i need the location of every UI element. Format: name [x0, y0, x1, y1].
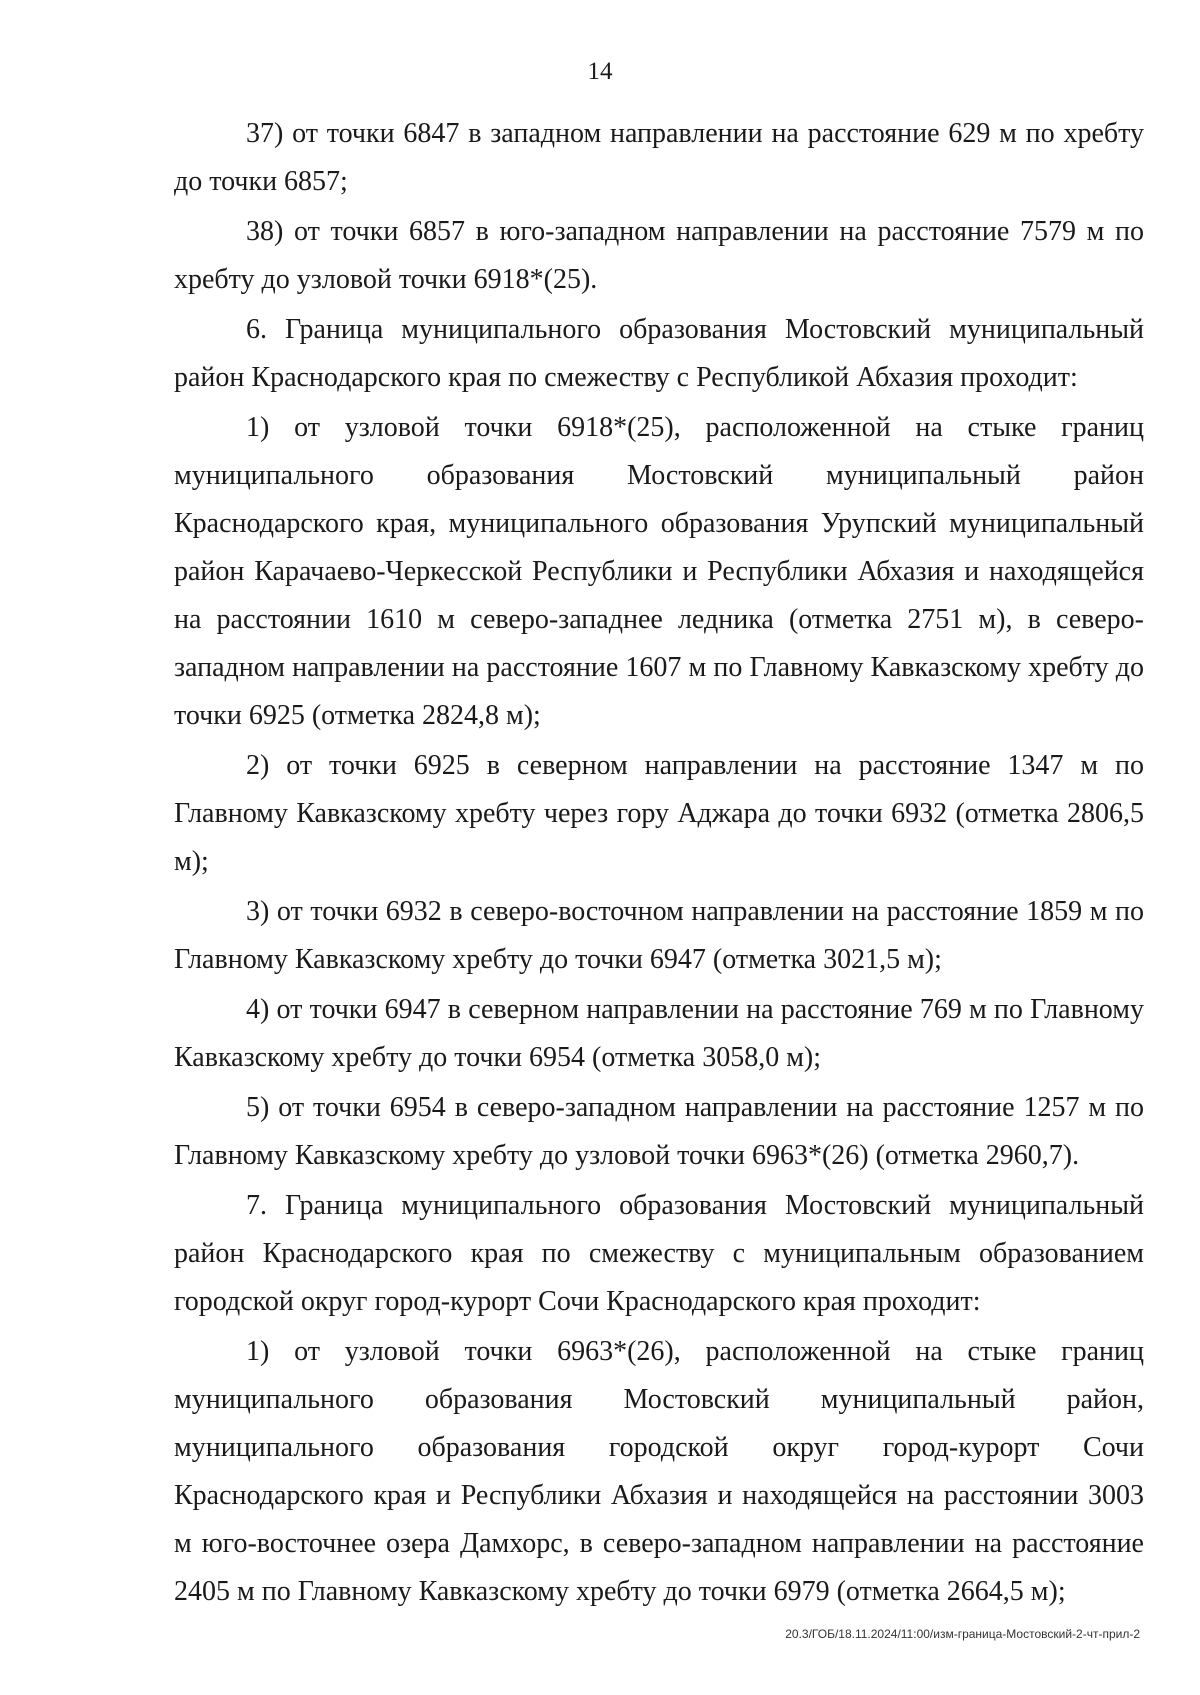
section-6-item-2: 2) от точки 6925 в северном направлении на расстояние 1347 м по Главному Кавказскому хребту через гору Аджара до точки 6932 (отметка 2806,5 м);	[174, 750, 1144, 877]
section-7-item-1: 1) от узловой точки 6963*(26), расположенной на стыке границ муниципального образования Мостовский муниципальный район, муниципального образования городской округ город-курорт Сочи Краснодарского края и Республики Абхазия и находящейся на расстоянии 3003 м юго-восточнее озера Дамхорс, в северо-западном направлении на расстояние 2405 м по Главному Кавказскому хребту до точки 6979 (отметка 2664,5 м);	[174, 1336, 1144, 1607]
section-7-heading-paragraph: 7. Граница муниципального образования Мостовский муниципальный район Краснодарского края по смежеству с муниципальным образованием городской округ город-курорт Сочи Краснодарского края проходит:	[174, 1190, 1144, 1317]
section-6-item-4: 4) от точки 6947 в северном направлении на расстояние 769 м по Главному Кавказскому хребту до точки 6954 (отметка 3058,0 м);	[174, 994, 1144, 1073]
document-footer-code: 20.3/ГОБ/18.11.2024/11:00/изм-граница-Мостовский-2-чт-прил-2	[785, 1627, 1140, 1641]
section-6-heading-paragraph: 6. Граница муниципального образования Мостовский муниципальный район Краснодарского края по смежеству с Республикой Абхазия проходит:	[174, 314, 1144, 393]
document-body	[174, 110, 1144, 1618]
page-number: 14	[587, 58, 613, 85]
paragraph-item-37: 37) от точки 6847 в западном направлении на расстояние 629 м по хребту до точки 6857;	[174, 118, 1144, 197]
paragraph-item-38: 38) от точки 6857 в юго-западном направлении на расстояние 7579 м по хребту до узловой точки 6918*(25).	[174, 216, 1144, 295]
section-6-item-1: 1) от узловой точки 6918*(25), расположенной на стыке границ муниципального образования Мостовский муниципальный район Краснодарского края, муниципального образования Урупский муниципальный район Карачаево-Черкесской Республики и Республики Абхазия и находящейся на расстоянии 1610 м северо-западнее ледника (отметка 2751 м), в северо-западном направлении на расстояние 1607 м по Главному Кавказскому хребту до точки 6925 (отметка 2824,8 м);	[174, 412, 1144, 731]
section-6-item-3: 3) от точки 6932 в северо-восточном направлении на расстояние 1859 м по Главному Кавказскому хребту до точки 6947 (отметка 3021,5 м);	[174, 896, 1144, 975]
section-6-item-5: 5) от точки 6954 в северо-западном направлении на расстояние 1257 м по Главному Кавказскому хребту до узловой точки 6963*(26) (отметка 2960,7).	[174, 1092, 1144, 1171]
